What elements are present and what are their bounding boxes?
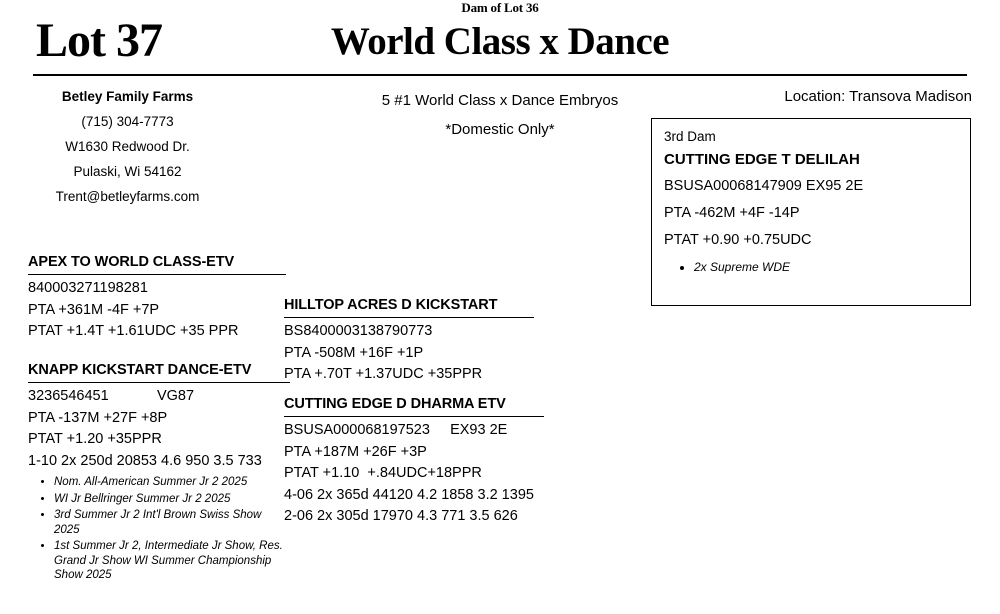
pedigree-divider: [284, 317, 534, 318]
list-item: • 3rd Summer Jr 2 Int'l Brown Swiss Show 2025: [54, 508, 290, 537]
farm-address-line-1: W1630 Redwood Dr.: [65, 139, 190, 154]
list-item: • 2x Supreme WDE: [694, 259, 958, 275]
pedigree-row: PTA +.70T +1.37UDC +35PPR: [284, 366, 483, 382]
third-dam-pta: PTA -462M +4F -14P: [664, 205, 800, 221]
pedigree-row: PTA +361M -4F +7P: [28, 301, 160, 318]
pedigree-notes: [28, 475, 290, 583]
pedigree-name: CUTTING EDGE D DHARMA ETV: [284, 396, 506, 412]
pedigree-block-hilltop: [284, 295, 534, 386]
third-dam-label: 3rd Dam: [664, 129, 716, 144]
pedigree-row: PTAT +1.20 +35PPR: [28, 431, 162, 447]
third-dam-notes: [664, 259, 958, 275]
lot-number: Lot 37: [36, 14, 162, 67]
header-divider: [33, 74, 967, 76]
third-dam-ptat: PTAT +0.90 +0.75UDC: [664, 232, 812, 248]
pedigree-row: PTA -508M +16F +1P: [284, 344, 424, 361]
pedigree-block-knapp: [28, 360, 290, 585]
dam-of-lot-caption: Dam of Lot 36: [461, 0, 539, 15]
pedigree-divider: [284, 416, 544, 417]
page-title: World Class x Dance: [330, 20, 670, 63]
third-dam-box: [651, 118, 971, 306]
farm-phone: (715) 304-7773: [81, 114, 174, 129]
pedigree-row: BS8400003138790773: [284, 323, 433, 339]
list-item: • Nom. All-American Summer Jr 2 2025: [54, 475, 290, 490]
list-item: • WI Jr Bellringer Summer Jr 2 2025: [54, 492, 290, 507]
pedigree-row: PTA +187M +26F +3P: [284, 443, 427, 460]
third-dam-registration: BSUSA00068147909 EX95 2E: [664, 178, 864, 194]
farm-address-line-2: Pulaski, Wi 54162: [73, 164, 182, 179]
pedigree-row: 840003271198281: [28, 280, 148, 296]
pedigree-row: PTAT +1.4T +1.61UDC +35 PPR: [28, 323, 239, 339]
offering-line-2: *Domestic Only*: [445, 121, 555, 138]
location-text: Location: Transova Madison: [784, 88, 972, 105]
pedigree-name: APEX TO WORLD CLASS-ETV: [28, 254, 235, 270]
offering-line-1: 5 #1 World Class x Dance Embryos: [381, 92, 619, 109]
pedigree-row: PTAT +1.10 +.84UDC+18PPR: [284, 465, 482, 481]
pedigree-row: 4-06 2x 365d 44120 4.2 1858 3.2 1395: [284, 486, 534, 503]
pedigree-name: KNAPP KICKSTART DANCE-ETV: [28, 362, 252, 378]
pedigree-row: 3236546451 VG87: [28, 388, 195, 404]
pedigree-name: HILLTOP ACRES D KICKSTART: [284, 297, 498, 313]
farm-name: Betley Family Farms: [61, 89, 194, 104]
third-dam-name: CUTTING EDGE T DELILAH: [664, 151, 860, 168]
pedigree-divider: [28, 382, 290, 383]
pedigree-block-dharma: [284, 394, 544, 528]
pedigree-block-apex: [28, 252, 286, 343]
pedigree-row: 1-10 2x 250d 20853 4.6 950 3.5 733: [28, 452, 262, 469]
farm-email[interactable]: Trent@betleyfarms.com: [55, 189, 200, 204]
pedigree-row: BSUSA000068197523 EX93 2E: [284, 422, 508, 438]
pedigree-row: 2-06 2x 305d 17970 4.3 771 3.5 626: [284, 508, 518, 524]
pedigree-row: PTA -137M +27F +8P: [28, 409, 168, 426]
pedigree-divider: [28, 274, 286, 275]
farm-contact-block: [30, 84, 225, 209]
list-item: • 1st Summer Jr 2, Intermediate Jr Show, Res. Grand Jr Show WI Summer Championship Show 2025: [54, 539, 290, 583]
